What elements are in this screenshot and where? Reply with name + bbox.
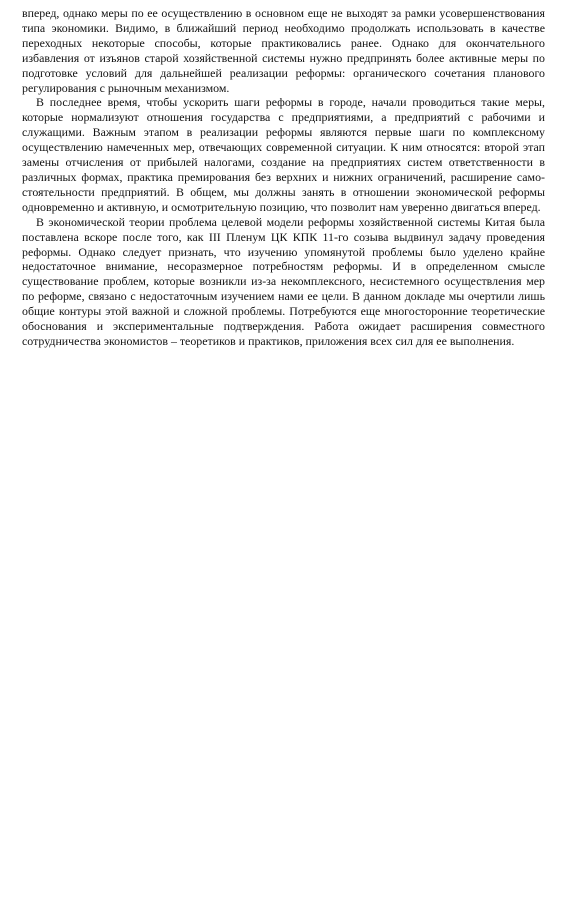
document-page: [22, 6, 545, 349]
paragraph-1: вперед, однако меры по ее осуществлению в основном еще не выходят за рамки усовершенствования типа экономики. Видимо, в ближайший период необходимо продолжать использовать в качестве переходных некоторые способы, которые практиковались ранее. Однако для окончательного избавления от изъянов старой хозяйственной системы нужно предпринять более активные меры по подготовке условий для дальнейшей реализации реформы: органического сочетания планового регулирования с рыночным механизмом.: [22, 6, 545, 95]
paragraph-3: В экономической теории проблема целевой модели реформы хозяйственной системы Китая была поставлена вскоре после того, как III Пленум ЦК КПК 11-го созыва выдвинул задачу проведения реформы. Однако следует признать, что изучению упомянутой проблемы было уделено крайне недостаточное внимание, несоразмерное потребностям реформы. И в определенном смысле существование проблем, которые возникли из-за некомплексного, несистемного осуществления мер по реформе, связано с недостаточным изучением нами ее цели. В данном докладе мы очертили лишь общие контуры этой важной и сложной проблемы. Потребуются еще многосторонние теоретические обоснования и экспериментальные подтверждения. Работа ожидает расширения совместного сотрудничества экономистов – теоретиков и практиков, приложения всех сил для ее выполнения.: [22, 214, 545, 348]
paragraph-2: В последнее время, чтобы ускорить шаги реформы в городе, начали проводиться такие меры, которые нормализуют отношения государства с предприятиями, а предприятий с рабочими и служащими. Важным этапом в реализации реформы являются первые шаги по комплексному осуществлению намеченных мер, отвечающих современной ситуации. К ним относятся: второй этап замены отчисления от прибылей налогами, создание на предприятиях систем ответственности в различных формах, практика премирования без верхних и нижних ограничений, расширение самостоятельности предприятий. В общем, мы должны занять в отношении экономической реформы одновременно и активную, и осмотрительную позицию, что позволит нам уверенно двигаться вперед.: [22, 95, 545, 214]
